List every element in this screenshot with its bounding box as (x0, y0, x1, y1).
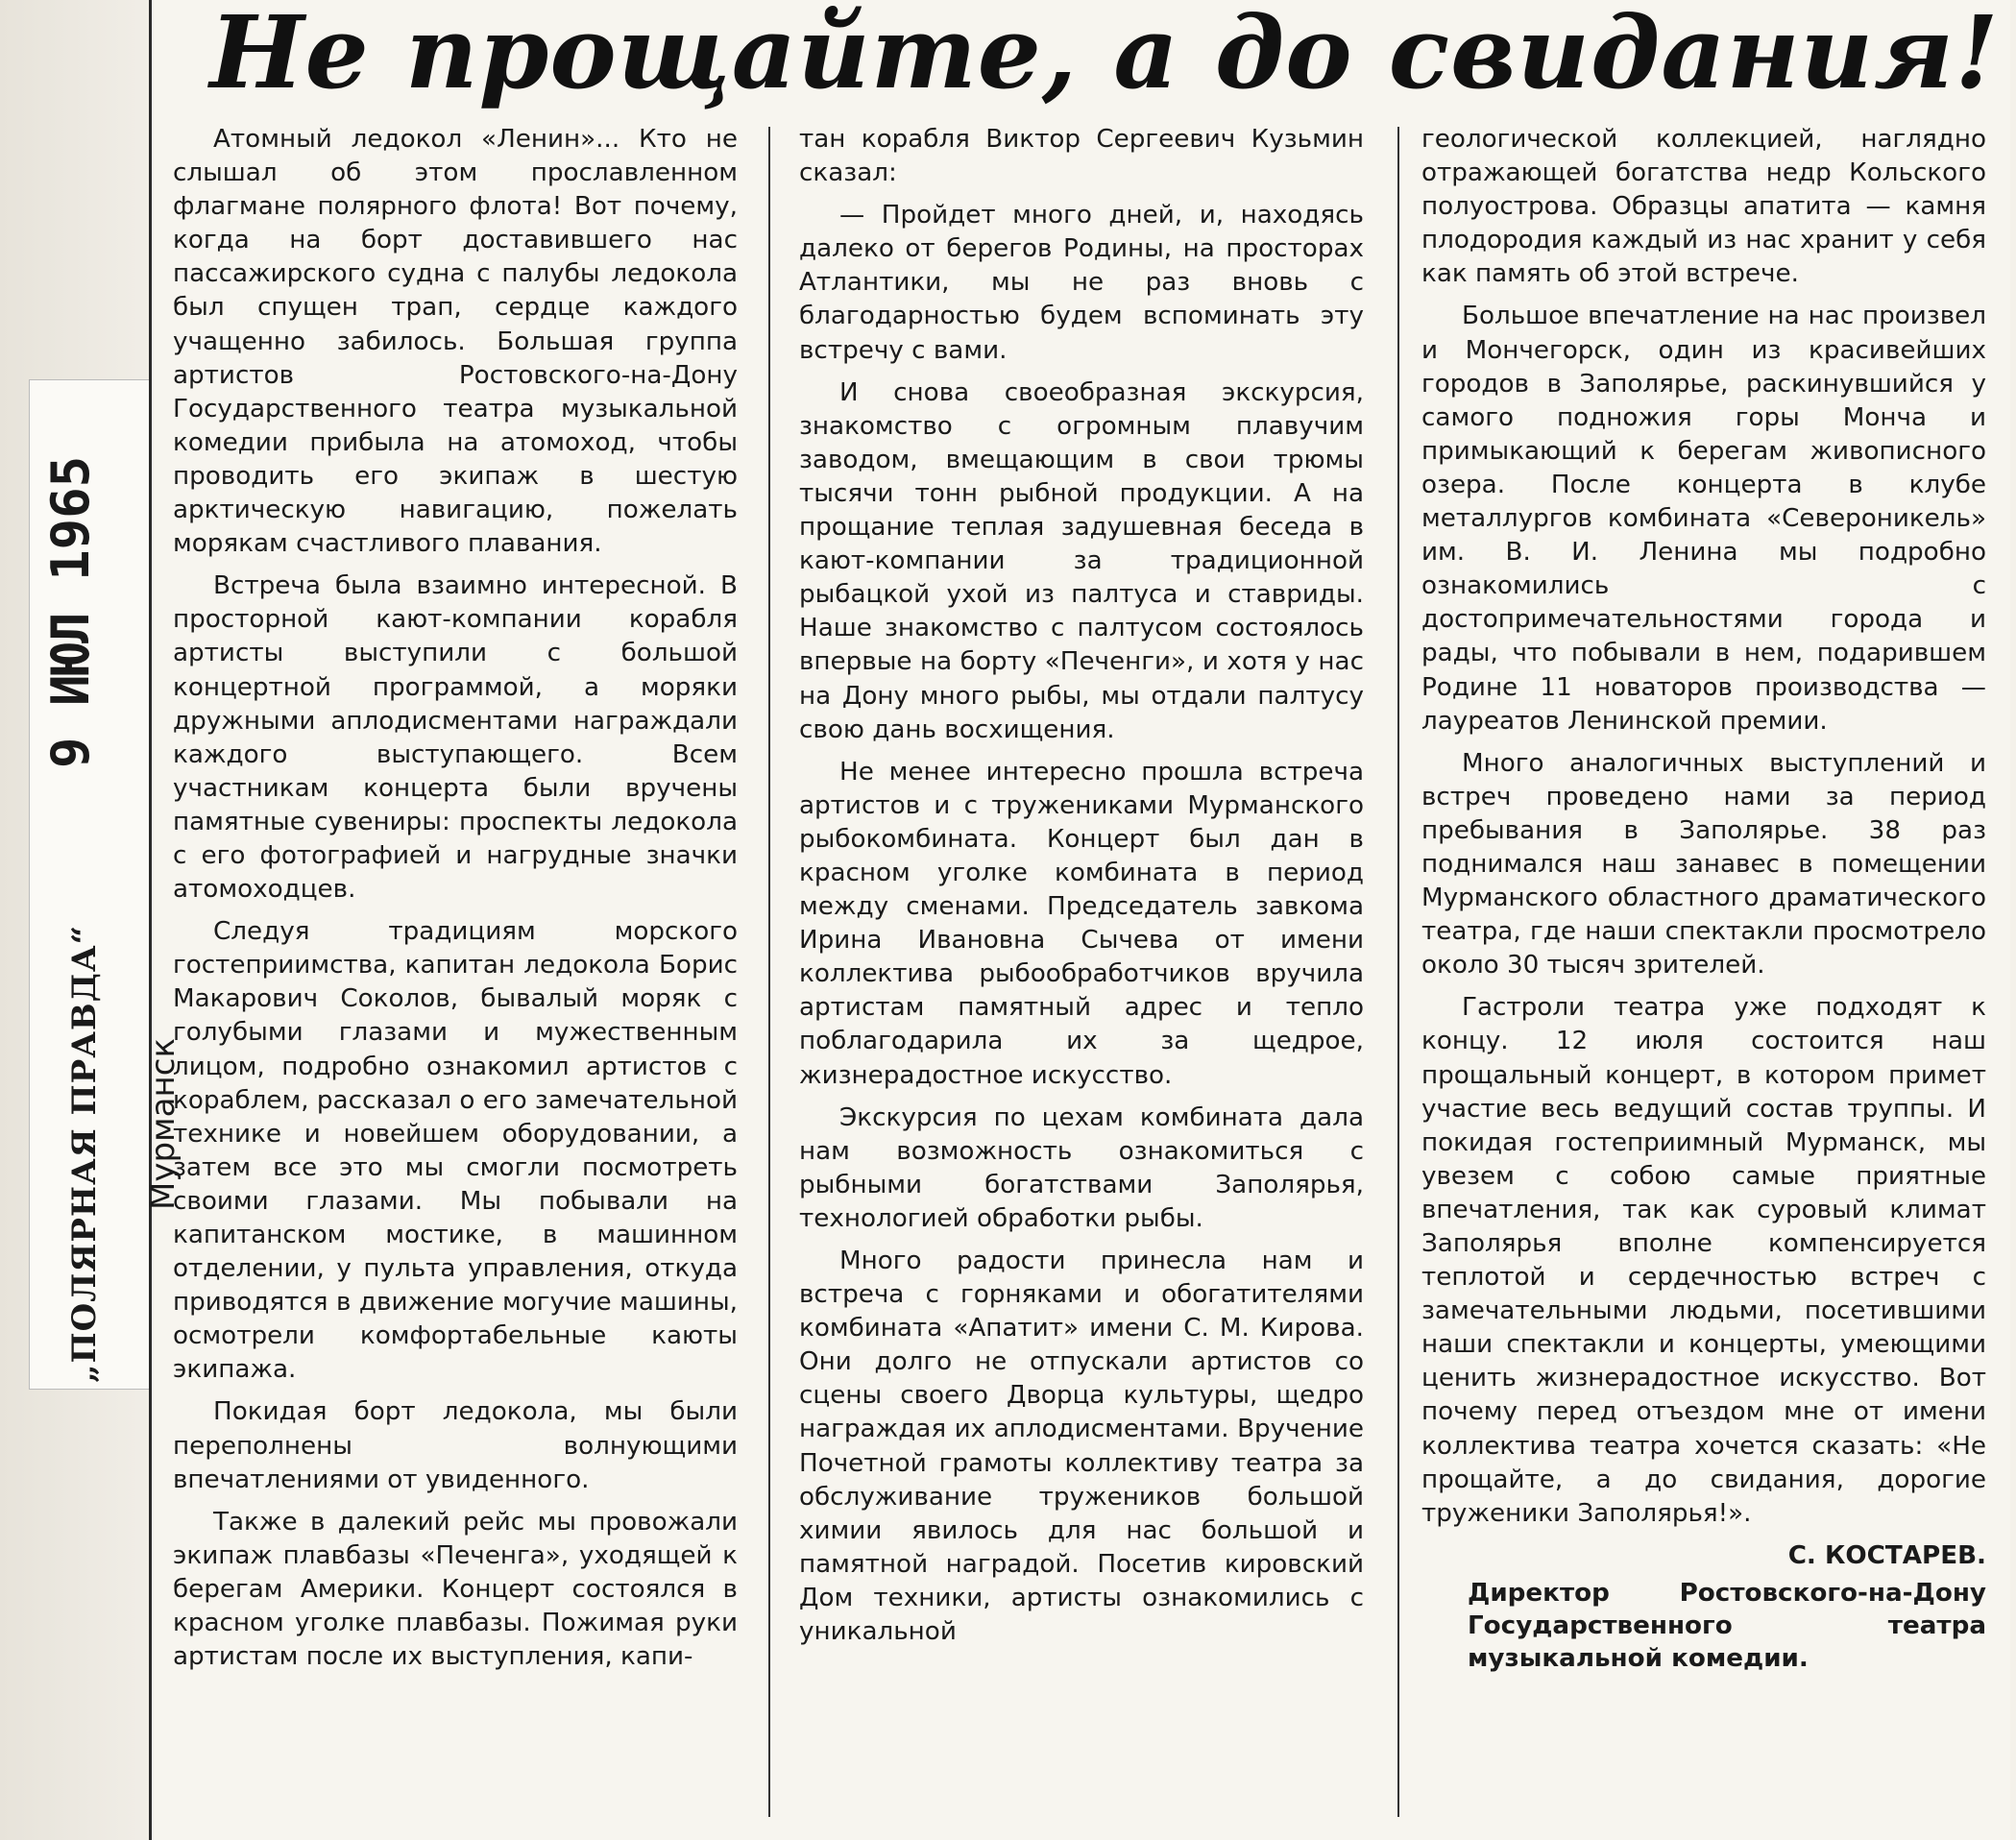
paragraph: Также в далекий рейс мы провожали экипаж плавбазы «Печенга», уходящей к берегам Америки. Концерт состоялся в красном уголке плавбазы. Пожимая руки артистам после их выступления, капи- (173, 1507, 738, 1672)
article-column-3 (1421, 123, 1986, 1675)
paragraph: Не менее интересно прошла встреча артистов и с тружениками Мурманского рыбокомбината. Концерт был дан в красном уголке комбината в период между сменами. Председатель завкома Ирина Ивановна Сычева от имени коллектива рыбообработчиков вручила артистам памятный адрес и тепло поблагодарила их за щедрое, жизнерадостное искусство. (799, 757, 1364, 1090)
paragraph: Большое впечатление на нас произвел и Мончегорск, один из красивейших городов в Заполярье, раскинувшийся у самого подножия горы Монча и примыкающий к берегам живописного озера. После концерта в клубе металлургов комбината «Североникель» им. В. И. Ленина мы подробно ознакомились с достопримечательностями города и рады, что побывали в нем, подарившем Родине 11 новаторов производства — лауреатов Ленинской премии. (1421, 302, 1986, 736)
headline: Не прощайте, а до свидания! (209, 0, 2000, 111)
paragraph: Покидая борт ледокола, мы были переполнены волнующими впечатлениями от увиденного. (173, 1397, 738, 1494)
paragraph: Много радости принесла нам и встреча с горняками и обогатителями комбината «Апатит» имени С. М. Кирова. Они долго не отпускали артистов со сцены своего Дворца культуры, щедро награждая их аплодисментами. Вручение Почетной грамоты коллективу театра за обслуживание тружеников большой химии явилось для нас большой и памятной наградой. Посетив кировский Дом техники, артисты ознакомились с уникальной (799, 1247, 1364, 1647)
paragraph: тан корабля Виктор Сергеевич Кузьмин сказал: (799, 125, 1364, 188)
newspaper-name-stamp: „ПОЛЯРНАЯ ПРАВДА“ (65, 924, 104, 1383)
author-name: С. КОСТАРЕВ. (1787, 1540, 1986, 1570)
article-column-2 (799, 123, 1364, 1658)
column-divider (1397, 127, 1399, 1817)
paragraph: Встреча была взаимно интересной. В просторной кают-компании корабля артисты выступили с большой концертной программой, а моряки дружными аплодисментами награждали каждого выступающего. Всем участникам концерта были вручены памятные сувениры: проспекты ледокола с его фотографией и нагрудные значки атомоходцев. (173, 571, 738, 905)
paragraph: Много аналогичных выступлений и встреч проведено нами за период пребывания в Заполярье. 38 раз поднимался наш занавес в помещении Мурманского областного драматического театра, где наши спектакли просмотрело около 30 тысяч зрителей. (1421, 748, 1986, 981)
paragraph: — Пройдет много дней, и, находясь далеко от берегов Родины, на просторах Атлантики, мы не раз вновь с благодарностью будем вспоминать эту встречу с вами. (799, 201, 1364, 365)
paragraph: геологической коллекцией, наглядно отражающей богатства недр Кольского полуострова. Образцы апатита — камня плодородия каждый из нас хранит у себя как память об этой встрече. (1421, 125, 1986, 289)
author-role: Директор Ростовского-на-Дону Государственного театра музыкальной комедии. (1468, 1578, 1986, 1673)
paragraph: Экскурсия по цехам комбината дала нам возможность ознакомиться с рыбными богатствами Заполярья, технологией обработки рыбы. (799, 1102, 1364, 1233)
paragraph: Атомный ледокол «Ленин»... Кто не слышал об этом прославленном флагмане полярного флота! Вот почему, когда на борт доставившего нас пассажирского судна с палубы ледокола был спущен трап, сердце каждого учащенно забилось. Большая группа артистов Ростовского-на-Дону Государственного театра музыкальной комедии прибыла на атомоход, чтобы проводить его экипаж в шестую арктическую навигацию, пожелать морякам счастливого плавания. (173, 125, 738, 559)
date-stamp: 9 ИЮЛ 1965 (40, 455, 101, 768)
paragraph: И снова своеобразная экскурсия, знакомство с огромным плавучим заводом, вмещающим в свои трюмы тысячи тонн рыбной продукции. А на прощание теплая задушевная беседа в кают-компании за традиционной рыбацкой ухой из палтуса и ставриды. Наше знакомство с палтусом состоялось впервые на борту «Печенги», и хотя у нас на Дону много рыбы, мы отдали палтусу свою дань восхищения. (799, 377, 1364, 744)
column-divider (768, 127, 770, 1817)
article-column-1 (173, 123, 738, 1683)
city-stamp: Мурманск (144, 1038, 182, 1210)
paragraph: Гастроли театра уже подходят к концу. 12 июля состоится наш прощальный концерт, в котором примет участие весь ведущий состав труппы. И покидая гостеприимный Мурманск, мы увезем с собою самые приятные впечатления, так как суровый климат Заполярья вполне компенсируется теплотой и сердечностью встреч с замечательными людьми, посетившими наши спектакли и концерты, умеющими ценить жизнерадостное искусство. Вот почему перед отъездом мне от имени коллектива театра хочется сказать: «Не прощайте, а до свидания, дорогие труженики Заполярья!». (1421, 993, 1986, 1528)
paragraph: Следуя традициям морского гостеприимства, капитан ледокола Борис Макарович Соколов, бывалый моряк с голубыми глазами и мужественным лицом, подробно ознакомил артистов с кораблем, рассказал о его замечательной технике и новейшем оборудовании, а затем все это мы смогли посмотреть своими глазами. Мы побывали на капитанском мостике, в машинном отделении, у пульта управления, откуда приводятся в движение могучие машины, осмотрели комфортабельные каюты экипажа. (173, 917, 738, 1385)
